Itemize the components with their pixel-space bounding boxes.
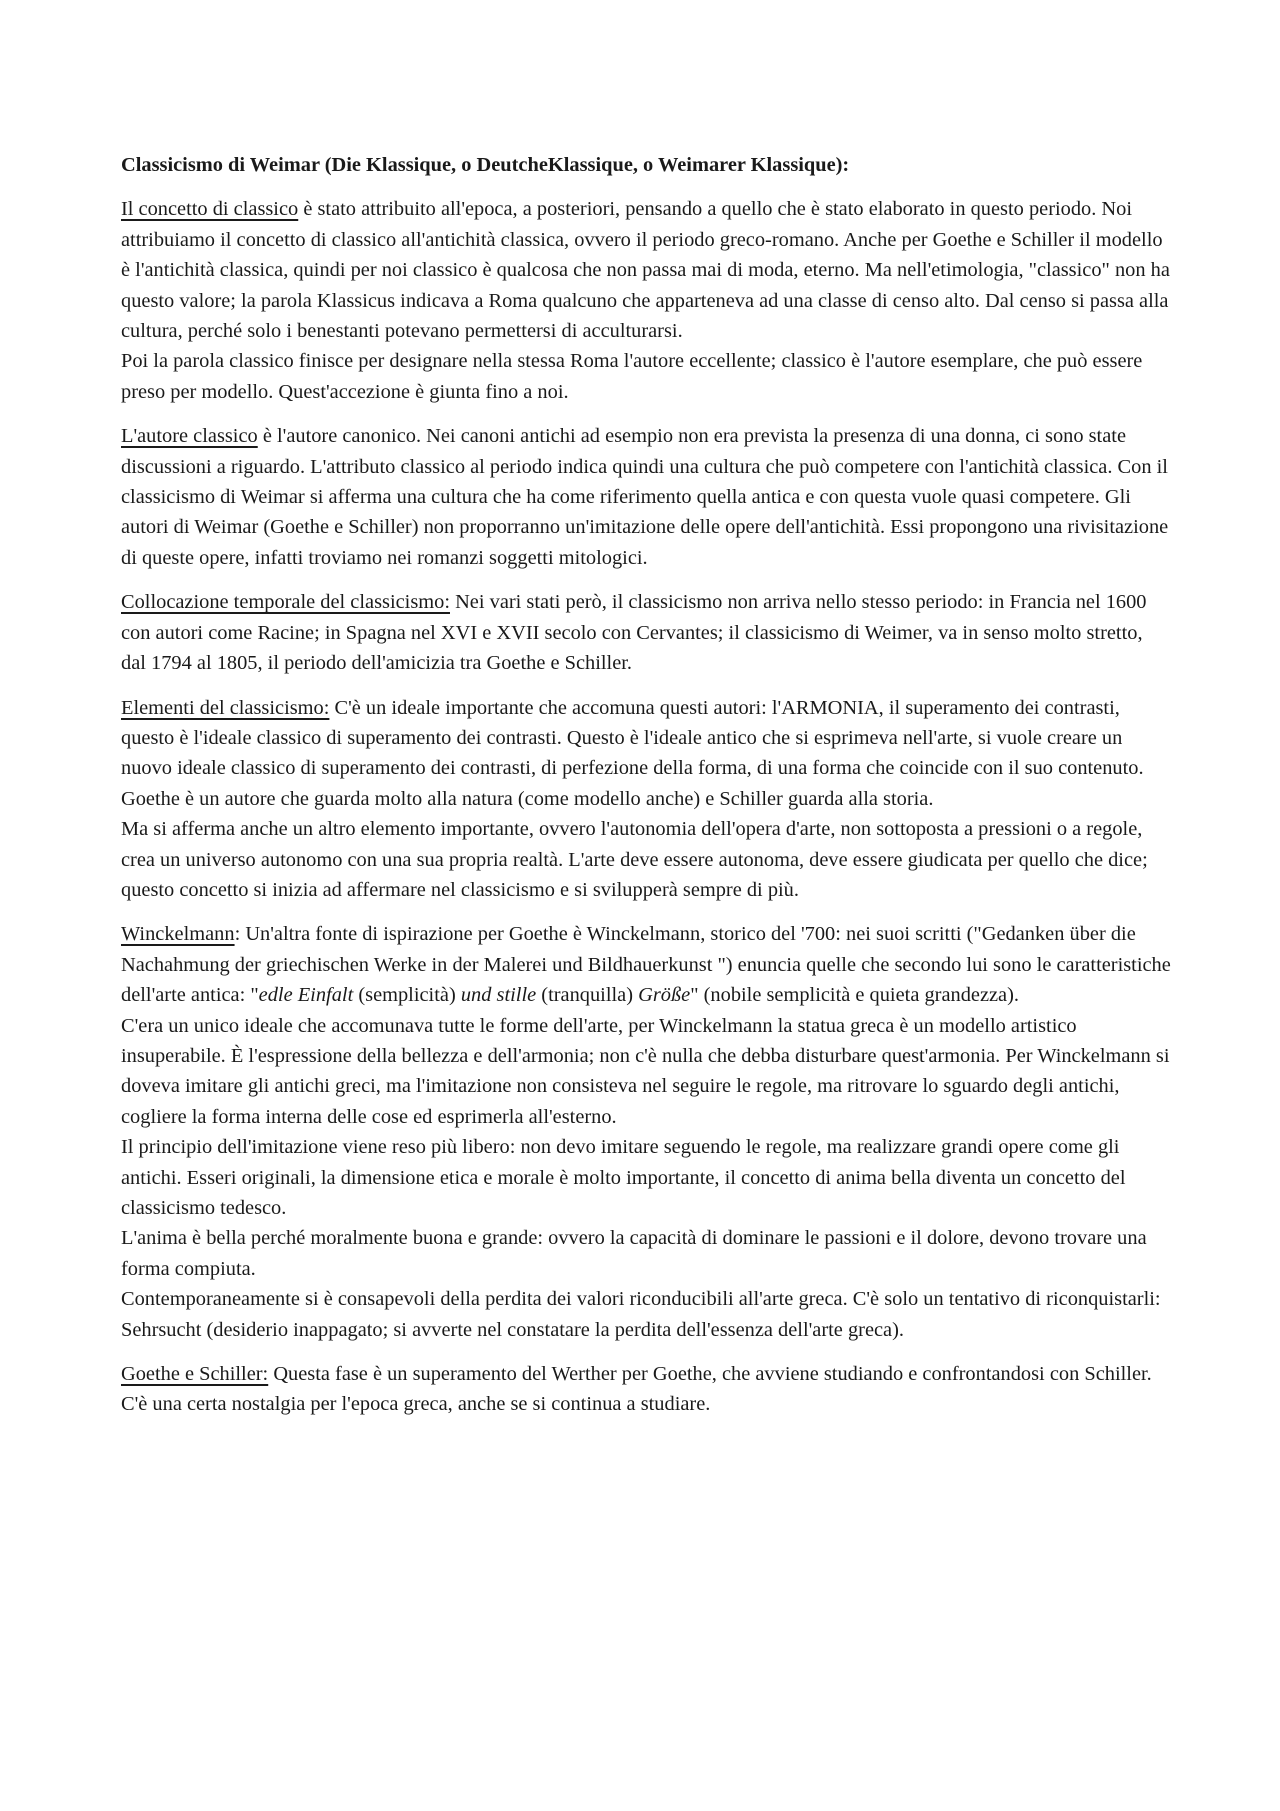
section-elementi-classicismo (121, 693, 1171, 906)
italic-text: Größe (638, 984, 691, 1007)
section-concetto-di-classico (121, 194, 1171, 407)
paragraph-text: Nei vari stati però, il classicismo non arriva nello stesso periodo: in Francia nel 1600 con autori come Racine; in Spagna nel XVI e XVII secolo con Cervantes; il classicismo di Weimer, va in senso molto stretto, dal 1794 al 1805, il periodo dell'amicizia tra Goethe e Schiller. (121, 591, 1147, 675)
paragraph-text: è l'autore canonico. Nei canoni antichi ad esempio non era prevista la presenza di una donna, ci sono state discussioni a riguardo. L'attributo classico al periodo indica quindi una cultura che può competere con l'antichità classica. Con il classicismo di Weimar si afferma una cultura che ha come riferimento quella antica e con questa vuole quasi competere. Gli autori di Weimar (Goethe e Schiller) non proporranno un'imitazione delle opere dell'antichità. Essi propongono una rivisitazione di queste opere, infatti troviamo nei romanzi soggetti mitologici. (121, 425, 1169, 569)
paragraph-text: è stato attribuito all'epoca, a posteriori, pensando a quello che è stato elaborato in questo periodo. Noi attribuiamo il concetto di classico all'antichità classica, ovvero il periodo greco-romano. Anche per Goethe e Schiller il modello è l'antichità classica, quindi per noi classico è qualcosa che non passa mai di moda, eterno. Ma nell'etimologia, "classico" non ha questo valore; la parola Klassicus indicava a Roma qualcuno che apparteneva ad una classe di censo alto. Dal censo si passa alla cultura, perché solo i benestanti potevano permettersi di acculturarsi. (121, 198, 1170, 343)
paragraph (121, 1359, 1171, 1420)
paragraph-text: Questa fase è un superamento del Werther per Goethe, che avviene studiando e confrontandosi con Schiller. C'è una certa nostalgia per l'epoca greca, anche se si continua a studiare. (121, 1363, 1152, 1416)
document-page (121, 150, 1171, 1434)
paragraph: Poi la parola classico finisce per designare nella stessa Roma l'autore eccellente; classico è l'autore esemplare, che può essere preso per modello. Quest'accezione è giunta fino a noi. (121, 350, 1143, 403)
section-heading: Collocazione temporale del classicismo: (121, 591, 450, 614)
section-winckelmann (121, 919, 1171, 1345)
paragraph: Contemporaneamente si è consapevoli della perdita dei valori riconducibili all'arte greca. C'è solo un tentativo di riconquistarli: Sehrsucht (desiderio inappagato; si avverte nel constatare la perdita dell'essenza dell'arte greca). (121, 1288, 1161, 1341)
paragraph-text: C'è un ideale importante che accomuna questi autori: l'ARMONIA, il superamento dei contrasti, questo è l'ideale classico di superamento dei contrasti. Questo è l'ideale antico che si esprimeva nell'arte, si vuole creare un nuovo ideale classico di superamento dei contrasti, di perfezione della forma, di una forma che coincide con il suo contenuto. (121, 696, 1144, 780)
section-heading: Elementi del classicismo: (121, 696, 330, 719)
paragraph (121, 693, 1171, 784)
section-heading: Il concetto di classico (121, 198, 299, 221)
paragraph (121, 194, 1171, 346)
paragraph: Il principio dell'imitazione viene reso più libero: non devo imitare seguendo le regole, ma realizzare grandi opere come gli antichi. Esseri originali, la dimensione etica e morale è molto importante, il concetto di anima bella diventa un concetto del classicismo tedesco. (121, 1136, 1126, 1219)
paragraph (121, 421, 1171, 573)
paragraph-text: : Un'altra fonte di ispirazione per Goethe è Winckelmann, storico del '700: nei suoi scritti ("Gedanken über die Nachahmung der griechischen Werke in der Malerei und Bildhauerkunst ") enuncia quelle che secondo lui sono le caratteristiche dell'arte antica: " (121, 923, 1171, 1007)
italic-text: und stille (460, 984, 537, 1007)
italic-text: edle Einfalt (258, 984, 354, 1007)
paragraph: C'era un unico ideale che accomunava tutte le forme dell'arte, per Winckelmann la statua greca è un modello artistico insuperabile. È l'espressione della bellezza e dell'armonia; non c'è nulla che debba disturbare quest'armonia. Per Winckelmann si doveva imitare gli antichi greci, ma l'imitazione non consisteva nel seguire le regole, ma ritrovare lo sguardo degli antichi, cogliere la forma interna delle cose ed esprimerla all'esterno. (121, 1014, 1170, 1128)
section-heading: Goethe e Schiller: (121, 1363, 269, 1386)
paragraph-text: " (nobile semplicità e quieta grandezza). (690, 984, 1019, 1007)
section-heading: L'autore classico (121, 425, 258, 448)
paragraph: Ma si afferma anche un altro elemento importante, ovvero l'autonomia dell'opera d'arte, non sottoposta a pressioni o a regole, crea un universo autonomo con una sua propria realtà. L'arte deve essere autonoma, deve essere giudicata per quello che dice; questo concetto si inizia ad affermare nel classicismo e si svilupperà sempre di più. (121, 818, 1148, 901)
section-collocazione-temporale (121, 587, 1171, 678)
paragraph-text: (tranquilla) (536, 984, 639, 1007)
paragraph-text: (semplicità) (353, 984, 461, 1007)
section-autore-classico (121, 421, 1171, 573)
paragraph (121, 587, 1171, 678)
paragraph (121, 919, 1171, 1010)
paragraph: Goethe è un autore che guarda molto alla natura (come modello anche) e Schiller guarda alla storia. (121, 787, 934, 810)
document-title: Classicismo di Weimar (Die Klassique, o DeutcheKlassique, o Weimarer Klassique): (121, 154, 850, 176)
paragraph: L'anima è bella perché moralmente buona e grande: ovvero la capacità di dominare le passioni e il dolore, devono trovare una forma compiuta. (121, 1227, 1147, 1280)
section-heading: Winckelmann (121, 923, 235, 946)
section-goethe-schiller (121, 1359, 1171, 1420)
